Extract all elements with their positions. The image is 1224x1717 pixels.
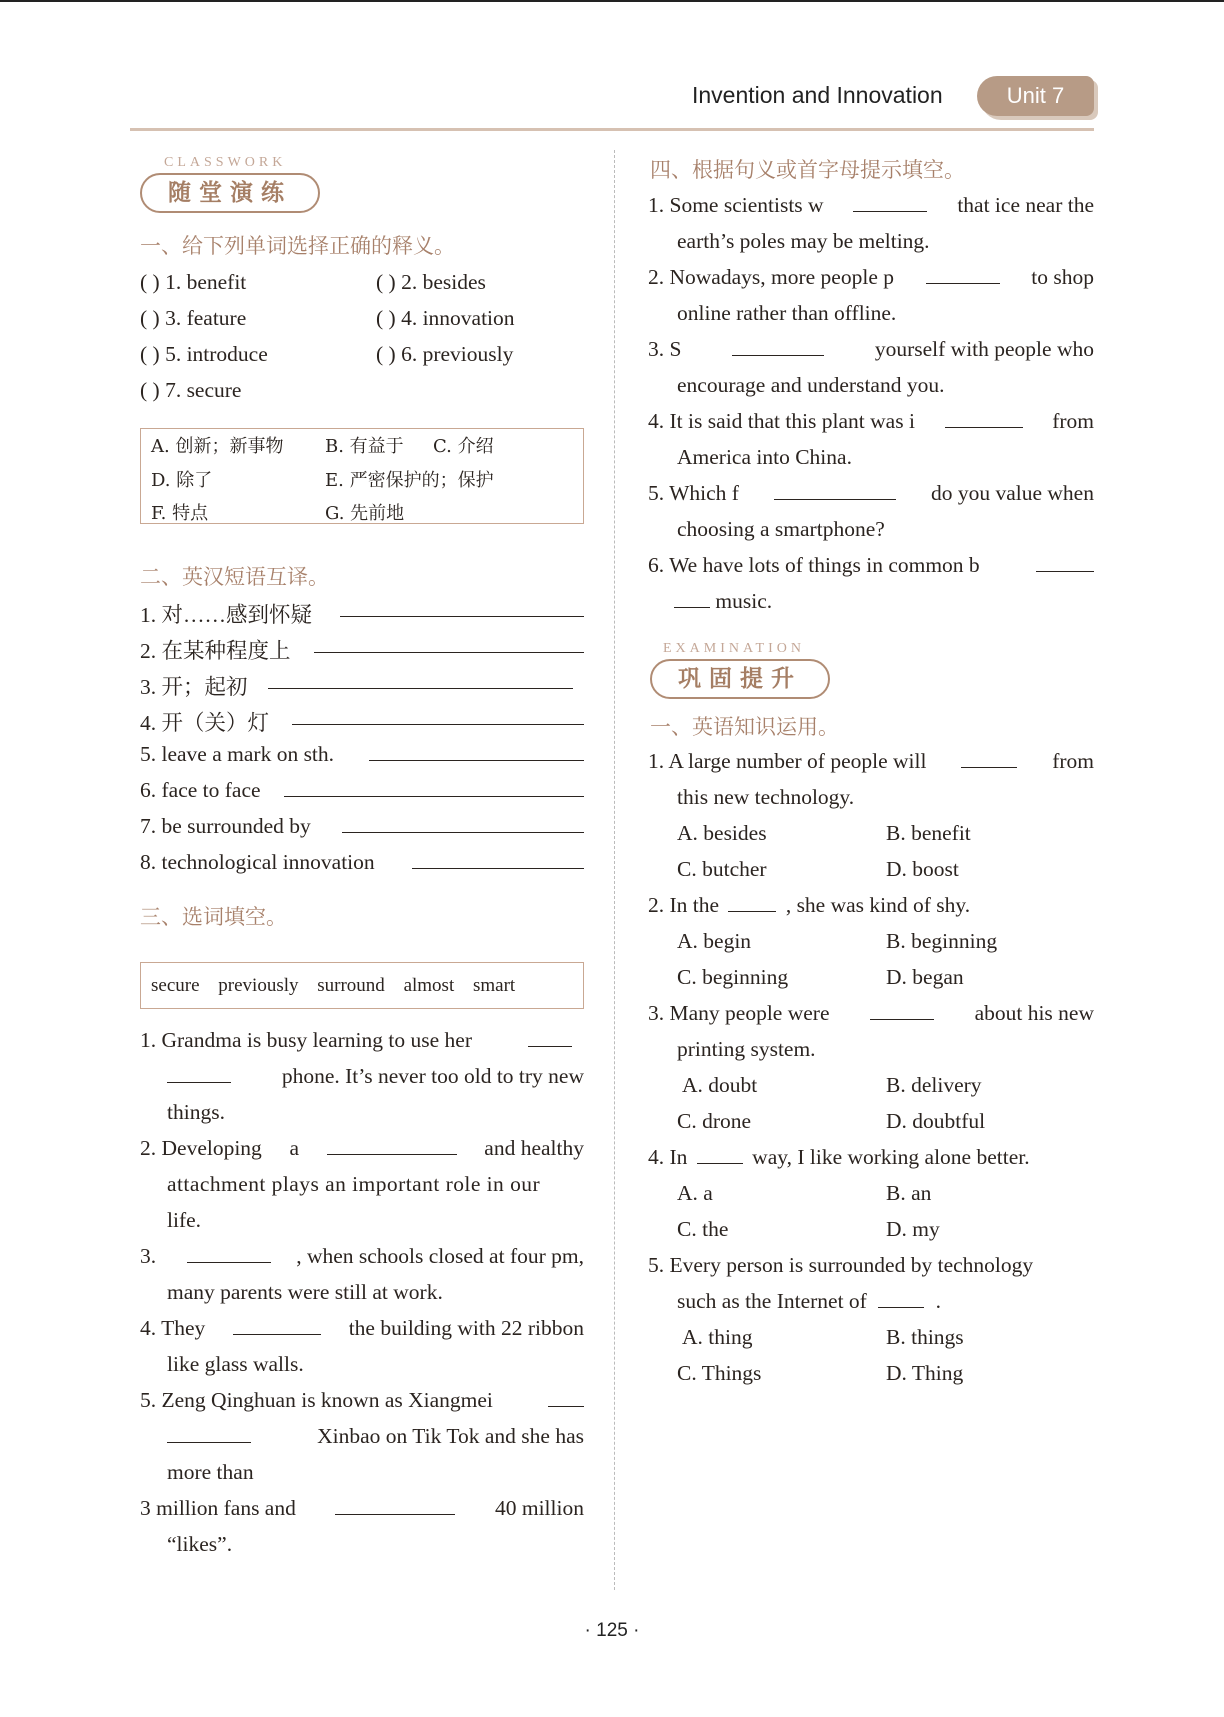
sentence-text: 2. Nowadays, more people p <box>648 265 894 289</box>
sentence-text: Xinbao on Tik Tok and she has <box>317 1424 584 1448</box>
question-text: 2. In the <box>648 893 720 917</box>
answer-blank[interactable] <box>412 850 584 869</box>
word-bank-item: secure <box>151 975 200 996</box>
question-line <box>677 1289 941 1314</box>
option[interactable]: D. my <box>886 1217 940 1241</box>
sentence-text: 1. Some scientists w <box>648 193 824 217</box>
sentence-text: 4. They <box>140 1316 206 1340</box>
phrase-row <box>140 814 584 839</box>
answer-blank[interactable] <box>187 1244 271 1263</box>
question-line <box>648 893 970 918</box>
question-text: way, I like working alone better. <box>752 1145 1030 1169</box>
word-bank-item: surround <box>317 975 385 996</box>
definition: D. 除了 <box>151 470 213 491</box>
sentence-line <box>167 1424 584 1449</box>
sentence-line <box>140 1028 572 1053</box>
sentence-line <box>140 1496 584 1521</box>
answer-blank[interactable] <box>335 1496 455 1515</box>
answer-blank[interactable] <box>342 814 584 833</box>
sentence-text: 40 million <box>494 1496 584 1520</box>
question-line <box>648 749 1094 774</box>
answer-blank[interactable] <box>728 893 776 912</box>
answer-blank[interactable] <box>548 1388 584 1407</box>
phrase-row <box>140 778 584 803</box>
answer-blank[interactable] <box>697 1145 743 1164</box>
top-border <box>0 0 1224 2</box>
answer-blank[interactable] <box>870 1001 934 1020</box>
definitions-box <box>140 428 584 524</box>
question-text: , she was kind of shy. <box>785 893 971 917</box>
column-divider <box>614 150 615 1590</box>
match-item: ( ) 2. besides <box>376 270 486 294</box>
option[interactable]: C. drone <box>677 1109 752 1133</box>
definition: E. 严密保护的；保护 <box>325 470 494 491</box>
question-text: about his new <box>974 1001 1094 1025</box>
sentence-line <box>140 1244 584 1269</box>
match-item: ( ) 6. previously <box>376 342 514 366</box>
answer-blank[interactable] <box>340 598 584 617</box>
sentence-text: 5. Which f <box>648 481 739 505</box>
phrase-label: 5. leave a mark on sth. <box>140 742 335 766</box>
sentence-text: life. <box>167 1208 202 1232</box>
answer-blank[interactable] <box>961 749 1017 768</box>
question-text: this new technology. <box>677 785 855 809</box>
option[interactable]: D. began <box>886 965 964 989</box>
match-item: ( ) 1. benefit <box>140 270 247 294</box>
phrase-row <box>140 850 584 875</box>
sentence-text: that ice near the <box>957 193 1094 217</box>
answer-blank[interactable] <box>528 1028 572 1047</box>
option[interactable]: D. boost <box>886 857 959 881</box>
sentence-text: America into China. <box>677 445 852 469</box>
question-text: from <box>1052 749 1094 773</box>
answer-blank[interactable] <box>774 481 896 500</box>
section-3-heading: 三、选词填空。 <box>140 905 287 929</box>
option[interactable]: A. thing <box>682 1325 753 1349</box>
answer-blank[interactable] <box>369 742 584 761</box>
phrase-label: 8. technological innovation <box>140 850 375 874</box>
sentence-text: to shop <box>1031 265 1094 289</box>
word-bank-item: smart <box>472 975 516 996</box>
sentence-text: phone. It’s never too old to try new <box>281 1064 584 1088</box>
answer-blank[interactable] <box>167 1064 231 1083</box>
sentence-text: 1. Grandma is busy learning to use her <box>140 1028 472 1052</box>
definition: B. 有益于 <box>325 436 404 457</box>
sentence-text: and healthy <box>484 1136 584 1160</box>
question-line <box>648 1253 1094 1278</box>
option[interactable]: A. doubt <box>682 1073 758 1097</box>
answer-blank[interactable] <box>314 634 584 653</box>
word-bank-box <box>140 962 584 1009</box>
match-item: ( ) 5. introduce <box>140 342 268 366</box>
answer-blank[interactable] <box>167 1424 251 1443</box>
banner-english: CLASSWORK <box>164 155 287 170</box>
sentence-text: 4. It is said that this plant was i <box>648 409 915 433</box>
sentence-line <box>167 1064 584 1089</box>
sentence-text: things. <box>167 1100 225 1124</box>
answer-blank[interactable] <box>732 337 824 356</box>
option[interactable]: B. an <box>886 1181 932 1205</box>
answer-blank[interactable] <box>268 670 573 689</box>
phrase-label: 7. be surrounded by <box>140 814 311 838</box>
sentence-text: online rather than offline. <box>677 301 897 325</box>
unit-badge: Unit 7 <box>977 76 1094 116</box>
option[interactable]: C. the <box>677 1217 729 1241</box>
sentence-line <box>648 193 1094 218</box>
phrase-label: 4. 开（关）灯 <box>140 711 270 735</box>
sentence-text: encourage and understand you. <box>677 373 945 397</box>
answer-blank[interactable] <box>853 193 927 212</box>
word-bank-item: almost <box>403 975 455 996</box>
question-text: such as the Internet of <box>677 1289 867 1313</box>
mc-section-heading: 一、英语知识运用。 <box>650 715 839 739</box>
sentence-line <box>648 337 1094 362</box>
answer-blank[interactable] <box>327 1136 457 1155</box>
section-4-heading: 四、根据句义或首字母提示填空。 <box>650 158 965 182</box>
sentence-text: like glass walls. <box>167 1352 304 1376</box>
question-text: 5. Every person is surrounded by technology <box>648 1253 1034 1277</box>
phrase-label: 6. face to face <box>140 778 261 802</box>
sentence-line <box>674 589 772 614</box>
option[interactable]: B. benefit <box>886 821 971 845</box>
sentence-text: 3. <box>140 1244 157 1268</box>
definition: F. 特点 <box>151 503 209 524</box>
question-text: 3. Many people were <box>648 1001 830 1025</box>
banner-chinese: 巩固提升 <box>650 659 830 699</box>
option[interactable]: D. Thing <box>886 1361 964 1385</box>
phrase-row <box>140 706 584 737</box>
banner-chinese: 随堂演练 <box>140 173 320 213</box>
sentence-text: yourself with people who <box>874 337 1094 361</box>
answer-blank[interactable] <box>926 265 1000 284</box>
sentence-text: 6. We have lots of things in common b <box>648 553 980 577</box>
sentence-text: many parents were still at work. <box>167 1280 443 1304</box>
sentence-text: , when schools closed at four pm, <box>296 1244 584 1268</box>
sentence-text: 2. Developing <box>140 1136 262 1160</box>
answer-blank[interactable] <box>878 1289 924 1308</box>
sentence-line <box>648 265 1094 290</box>
question-text: printing system. <box>677 1037 816 1061</box>
sentence-line <box>648 481 1094 506</box>
option[interactable]: C. butcher <box>677 857 767 881</box>
answer-blank[interactable] <box>292 706 584 725</box>
question-line <box>648 1145 1030 1170</box>
phrase-row <box>140 742 584 767</box>
match-item: ( ) 4. innovation <box>376 306 515 330</box>
section-1-heading: 一、给下列单词选择正确的释义。 <box>140 234 455 258</box>
option[interactable]: C. Things <box>677 1361 762 1385</box>
sentence-text: 3 million fans and <box>140 1496 296 1520</box>
option[interactable]: A. besides <box>677 821 767 845</box>
answer-blank[interactable] <box>284 778 584 797</box>
answer-blank[interactable] <box>1036 553 1094 572</box>
sentence-text: 5. Zeng Qinghuan is known as Xiangmei <box>140 1388 493 1412</box>
sentence-text: a <box>289 1136 299 1160</box>
option[interactable]: C. beginning <box>677 965 789 989</box>
question-line <box>648 1001 1094 1026</box>
sentence-line <box>140 1388 584 1413</box>
chapter-title: Invention and Innovation <box>692 82 943 108</box>
phrase-label: 2. 在某种程度上 <box>140 639 291 663</box>
banner-english: EXAMINATION <box>663 641 805 656</box>
word-bank <box>151 975 529 997</box>
sentence-text: choosing a smartphone? <box>677 517 885 541</box>
sentence-line <box>140 1136 584 1161</box>
question-text: . <box>935 1289 941 1313</box>
header-rule <box>130 128 1094 131</box>
option[interactable]: B. beginning <box>886 929 998 953</box>
section-2-heading: 二、英汉短语互译。 <box>140 565 329 589</box>
phrase-label: 3. 开；起初 <box>140 675 248 699</box>
definition: A. 创新；新事物 <box>151 436 284 457</box>
answer-blank[interactable] <box>233 1316 321 1335</box>
answer-blank[interactable] <box>674 589 710 608</box>
sentence-text: the building with 22 ribbon <box>348 1316 584 1340</box>
page-number: · 125 · <box>584 1620 640 1641</box>
option[interactable]: D. doubtful <box>886 1109 986 1133</box>
sentence-line <box>140 1316 584 1341</box>
sentence-text: more than <box>167 1460 254 1484</box>
question-text: 4. In <box>648 1145 688 1169</box>
phrase-row <box>140 598 584 629</box>
sentence-line <box>648 553 1094 578</box>
phrase-row <box>140 634 584 665</box>
definition: G. 先前地 <box>325 503 405 524</box>
sentence-text: music. <box>715 589 773 613</box>
option[interactable]: A. begin <box>677 929 752 953</box>
sentence-text: do you value when <box>930 481 1094 505</box>
match-item: ( ) 3. feature <box>140 306 247 330</box>
answer-blank[interactable] <box>945 409 1023 428</box>
sentence-text: attachment plays an important role in our <box>167 1172 541 1196</box>
word-bank-item: previously <box>218 975 299 996</box>
option[interactable]: A. a <box>677 1181 713 1205</box>
sentence-text: earth’s poles may be melting. <box>677 229 930 253</box>
phrase-label: 1. 对……感到怀疑 <box>140 603 313 627</box>
question-text: 1. A large number of people will <box>648 749 927 773</box>
sentence-line <box>648 409 1094 434</box>
sentence-text: 3. S <box>648 337 682 361</box>
match-item: ( ) 7. secure <box>140 378 242 402</box>
phrase-row <box>140 670 573 701</box>
sentence-text: “likes”. <box>167 1532 233 1556</box>
option[interactable]: B. delivery <box>886 1073 982 1097</box>
definition: C. 介绍 <box>433 436 494 457</box>
option[interactable]: B. things <box>886 1325 964 1349</box>
sentence-text: from <box>1052 409 1094 433</box>
